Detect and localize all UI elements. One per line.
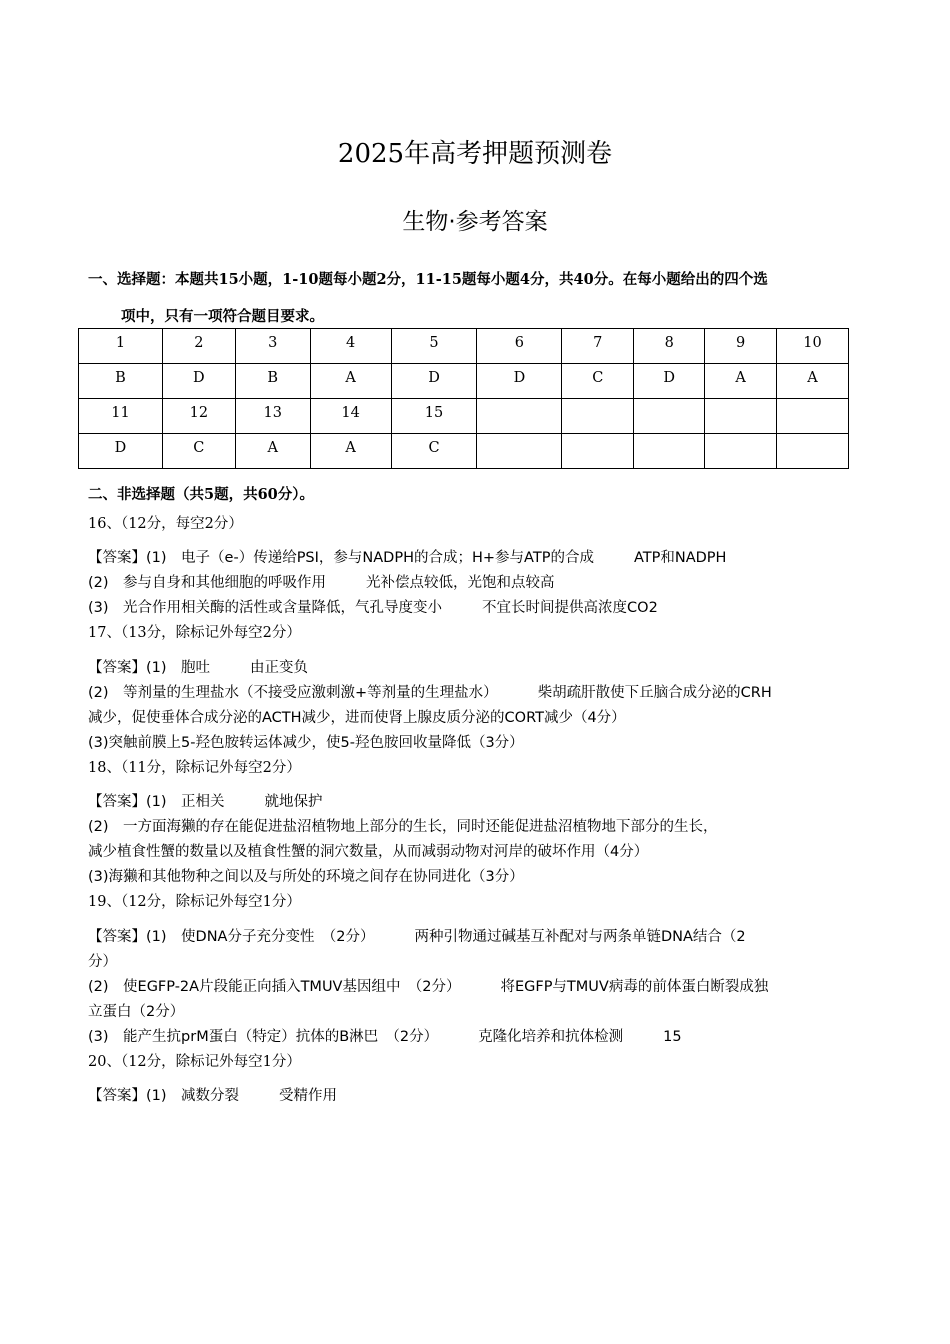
table-row bbox=[79, 364, 849, 399]
table-cell bbox=[634, 434, 705, 469]
question-16-answer bbox=[88, 546, 868, 621]
question-20-answer bbox=[88, 1084, 868, 1109]
question-18-heading: 18、（11分，除标记外每空2分） bbox=[88, 760, 301, 776]
question-17-answer bbox=[88, 656, 868, 756]
answer-line: 减少植食性蟹的数量以及植食性蟹的洞穴数量，从而减弱动物对河岸的破坏作用（4分） bbox=[88, 844, 649, 860]
table-cell bbox=[634, 399, 705, 434]
table-cell: 2 bbox=[162, 329, 235, 364]
answer-line: (3)海獭和其他物种之间以及与所处的环境之间存在协同进化（3分） bbox=[88, 869, 524, 885]
table-cell bbox=[562, 399, 634, 434]
answer-line: (3)突触前膜上5-羟色胺转运体减少，使5-羟色胺回收量降低（3分） bbox=[88, 735, 524, 751]
table-cell: A bbox=[235, 434, 310, 469]
table-cell: 3 bbox=[235, 329, 310, 364]
section-1-line-2: 项中，只有一项符合题目要求。 bbox=[121, 308, 324, 325]
table-cell bbox=[562, 434, 634, 469]
section-1-heading bbox=[88, 261, 878, 335]
table-cell: 7 bbox=[562, 329, 634, 364]
section-2-heading: 二、非选择题（共5题，共60分）。 bbox=[88, 486, 315, 503]
answer-line: 【答案】(1) 胞吐 由正变负 bbox=[88, 660, 309, 676]
table-cell: C bbox=[162, 434, 235, 469]
table-cell: C bbox=[562, 364, 634, 399]
answer-line: 【答案】(1) 电子（e-）传递给PSI，参与NADPH的合成；H+参与ATP的合成 ATP和NADPH bbox=[88, 550, 727, 566]
table-cell: 5 bbox=[391, 329, 477, 364]
table-cell: B bbox=[235, 364, 310, 399]
table-cell: C bbox=[391, 434, 477, 469]
table-cell: A bbox=[310, 434, 391, 469]
answer-line: 【答案】(1) 使DNA分子充分变性 （2分） 两种引物通过碱基互补配对与两条单链DNA结合（2 bbox=[88, 929, 746, 945]
table-cell: 12 bbox=[162, 399, 235, 434]
table-cell: A bbox=[777, 364, 849, 399]
answer-line: 分） bbox=[88, 954, 117, 970]
table-cell bbox=[705, 434, 777, 469]
table-cell: 6 bbox=[477, 329, 562, 364]
table-cell: 13 bbox=[235, 399, 310, 434]
table-cell bbox=[477, 434, 562, 469]
table-cell bbox=[705, 399, 777, 434]
table-cell: 8 bbox=[634, 329, 705, 364]
table-cell: 14 bbox=[310, 399, 391, 434]
table-cell bbox=[477, 399, 562, 434]
answer-line: (2) 使EGFP-2A片段能正向插入TMUV基因组中 （2分） 将EGFP与TMUV病毒的前体蛋白断裂成独 bbox=[88, 979, 769, 995]
question-16-heading: 16、（12分，每空2分） bbox=[88, 516, 243, 532]
table-cell: D bbox=[634, 364, 705, 399]
page-subtitle: 生物·参考答案 bbox=[402, 209, 548, 235]
table-cell: D bbox=[477, 364, 562, 399]
answer-line: (2) 参与自身和其他细胞的呼吸作用 光补偿点较低，光饱和点较高 bbox=[88, 575, 555, 591]
answer-line: 立蛋白（2分） bbox=[88, 1004, 185, 1020]
table-row bbox=[79, 434, 849, 469]
answer-table bbox=[78, 328, 849, 469]
table-cell: 15 bbox=[391, 399, 477, 434]
table-cell: D bbox=[162, 364, 235, 399]
table-cell: A bbox=[705, 364, 777, 399]
question-20-heading: 20、（12分，除标记外每空1分） bbox=[88, 1054, 301, 1070]
table-cell: A bbox=[310, 364, 391, 399]
table-row bbox=[79, 329, 849, 364]
table-cell bbox=[777, 399, 849, 434]
table-cell: D bbox=[79, 434, 163, 469]
page-title: 2025年高考押题预测卷 bbox=[337, 139, 613, 169]
answer-line: 减少，促使垂体合成分泌的ACTH减少，进而使肾上腺皮质分泌的CORT减少（4分） bbox=[88, 710, 626, 726]
table-cell: B bbox=[79, 364, 163, 399]
question-19-heading: 19、（12分，除标记外每空1分） bbox=[88, 894, 301, 910]
answer-line: (3) 能产生抗prM蛋白（特定）抗体的B淋巴 （2分） 克隆化培养和抗体检测 15 bbox=[88, 1029, 682, 1045]
table-cell: 11 bbox=[79, 399, 163, 434]
table-row bbox=[79, 399, 849, 434]
answer-line: (2) 等剂量的生理盐水（不接受应激刺激+等剂量的生理盐水） 柴胡疏肝散使下丘脑合成分泌的CRH bbox=[88, 685, 772, 701]
question-17-heading: 17、（13分，除标记外每空2分） bbox=[88, 625, 301, 641]
answer-line: 【答案】(1) 正相关 就地保护 bbox=[88, 794, 323, 810]
table-cell: 4 bbox=[310, 329, 391, 364]
answer-line: (3) 光合作用相关酶的活性或含量降低，气孔导度变小 不宜长时间提供高浓度CO2 bbox=[88, 600, 658, 616]
answer-line: (2) 一方面海獭的存在能促进盐沼植物地上部分的生长，同时还能促进盐沼植物地下部分的生长， bbox=[88, 819, 718, 835]
question-19-answer bbox=[88, 925, 868, 1050]
table-cell: 9 bbox=[705, 329, 777, 364]
section-1-line-1: 一、选择题：本题共15小题，1-10题每小题2分，11-15题每小题4分，共40分。在每小题给出的四个选 bbox=[88, 271, 768, 288]
table-cell: D bbox=[391, 364, 477, 399]
table-cell: 1 bbox=[79, 329, 163, 364]
question-18-answer bbox=[88, 790, 868, 890]
table-cell bbox=[777, 434, 849, 469]
answer-line: 【答案】(1) 减数分裂 受精作用 bbox=[88, 1088, 338, 1104]
table-cell: 10 bbox=[777, 329, 849, 364]
